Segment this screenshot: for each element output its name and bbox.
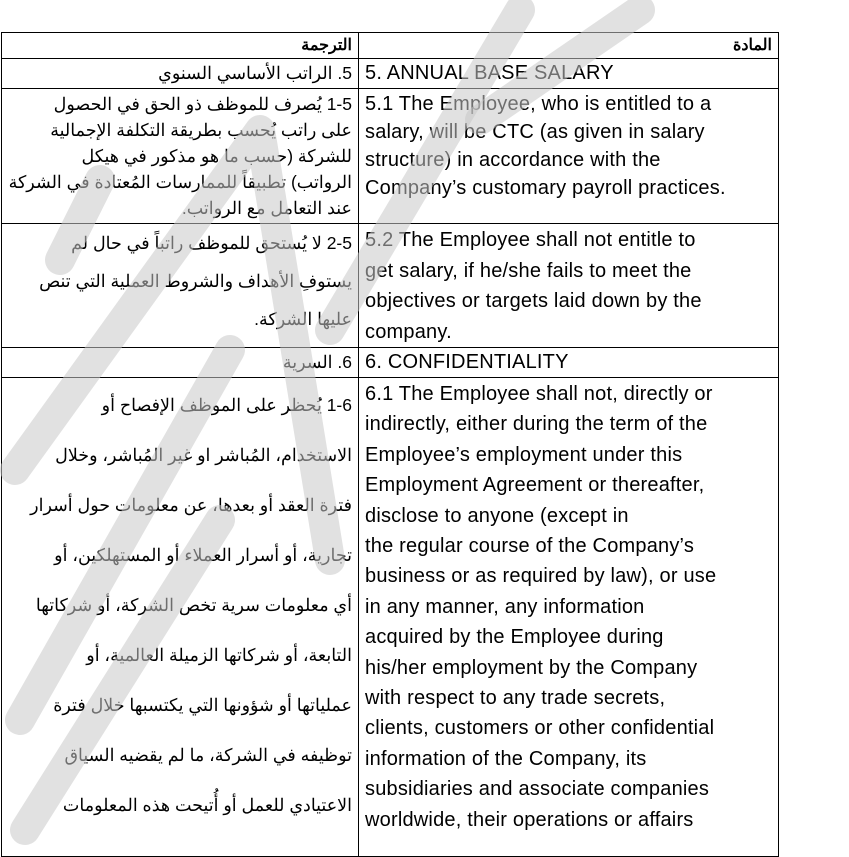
text-line: in any manner, any information <box>365 595 645 618</box>
text-line: عملياتها أو شؤونها التي يكتسبها خلال فترة <box>53 695 352 715</box>
text-line: أي معلومات سرية تخص الشركة، أو شركاتها <box>35 595 352 615</box>
text-line: subsidiaries and associate companies <box>365 778 710 801</box>
text-line: business or as required by law), or use <box>365 565 717 588</box>
text-line: 2-5 لا يُستحق للموظف راتباً في حال لم <box>71 233 352 253</box>
section6-title-ar: 6. السرية <box>2 348 359 378</box>
translation-table <box>1 32 779 857</box>
text-line: information of the Company, its <box>365 747 647 770</box>
text-line: get salary, if he/she fails to meet the <box>365 259 692 282</box>
text-line: الرواتب) تطبيقاً للممارسات المُعتادة في الشركة <box>8 172 352 192</box>
clause-6-1-en <box>359 378 779 857</box>
text-line: الاعتيادي للعمل أو أُتيحت هذه المعلومات <box>62 795 352 815</box>
section5-title-ar: 5. الراتب الأساسي السنوي <box>2 59 359 89</box>
text-line: Employee’s employment under this <box>365 443 683 466</box>
text-line: his/her employment by the Company <box>365 656 698 679</box>
clause-5-1-en <box>359 89 779 224</box>
header-translation: الترجمة <box>2 33 359 59</box>
text-line: فترة العقد أو بعدها، عن معلومات حول أسرار <box>30 495 352 515</box>
text-line: worldwide, their operations or affairs <box>365 808 694 831</box>
clause-5-1-ar <box>2 89 359 224</box>
clause-5-2-row <box>2 224 779 348</box>
text-line: 5.1 The Employee, who is entitled to a <box>365 93 712 115</box>
text-line: the regular course of the Company’s <box>365 535 695 558</box>
text-line: عند التعامل مع الرواتب. <box>181 198 352 218</box>
header-row <box>2 33 779 59</box>
text-line: company. <box>365 320 452 343</box>
section6-title-en: 6. CONFIDENTIALITY <box>359 348 779 378</box>
text-line: indirectly, either during the term of the <box>365 413 708 436</box>
text-line: disclose to anyone (except in <box>365 504 629 527</box>
text-line: 1-6 يُحظر على الموظف الإفصاح أو <box>101 395 352 415</box>
text-line: توظيفه في الشركة، ما لم يقضيه السياق <box>64 745 352 765</box>
text-line: Employment Agreement or thereafter, <box>365 474 705 497</box>
text-line: تجارية، أو أسرار العملاء أو المستهلكين، أو <box>54 545 352 565</box>
section5-title-en: 5. ANNUAL BASE SALARY <box>359 59 779 89</box>
text-line: objectives or targets laid down by the <box>365 290 702 312</box>
clause-5-2-en <box>359 224 779 348</box>
text-line: التابعة، أو شركاتها الزميلة العالمية، أو <box>86 645 352 665</box>
text-line: 5.2 The Employee shall not entitle to <box>365 229 696 251</box>
text-line: with respect to any trade secrets, <box>365 687 666 710</box>
text-line: 1-5 يُصرف للموظف ذو الحق في الحصول <box>53 94 352 114</box>
clause-5-1-row <box>2 89 779 224</box>
text-line: salary, will be CTC (as given in salary <box>365 121 705 143</box>
section5-title-row <box>2 59 779 89</box>
text-line: يستوفِ الأهداف والشروط العملية التي تنص <box>39 271 352 291</box>
clause-6-1-ar <box>2 378 359 857</box>
header-article: المادة <box>359 33 779 59</box>
text-line: للشركة (حسب ما هو مذكور في هيكل <box>81 146 352 166</box>
text-line: الاستخدام، المُباشر او غير المُباشر، وخلال <box>55 445 352 465</box>
text-line: Company’s customary payroll practices. <box>365 177 726 199</box>
text-line: على راتب يُحسب بطريقة التكلفة الإجمالية <box>50 120 352 140</box>
text-line: 6.1 The Employee shall not, directly or <box>365 383 713 405</box>
text-line: acquired by the Employee during <box>365 626 664 649</box>
clause-5-2-ar <box>2 224 359 348</box>
text-line: عليها الشركة. <box>254 309 352 329</box>
section6-title-row <box>2 348 779 378</box>
text-line: structure) in accordance with the <box>365 149 661 171</box>
clause-6-1-row <box>2 378 779 857</box>
text-line: clients, customers or other confidential <box>365 717 715 740</box>
